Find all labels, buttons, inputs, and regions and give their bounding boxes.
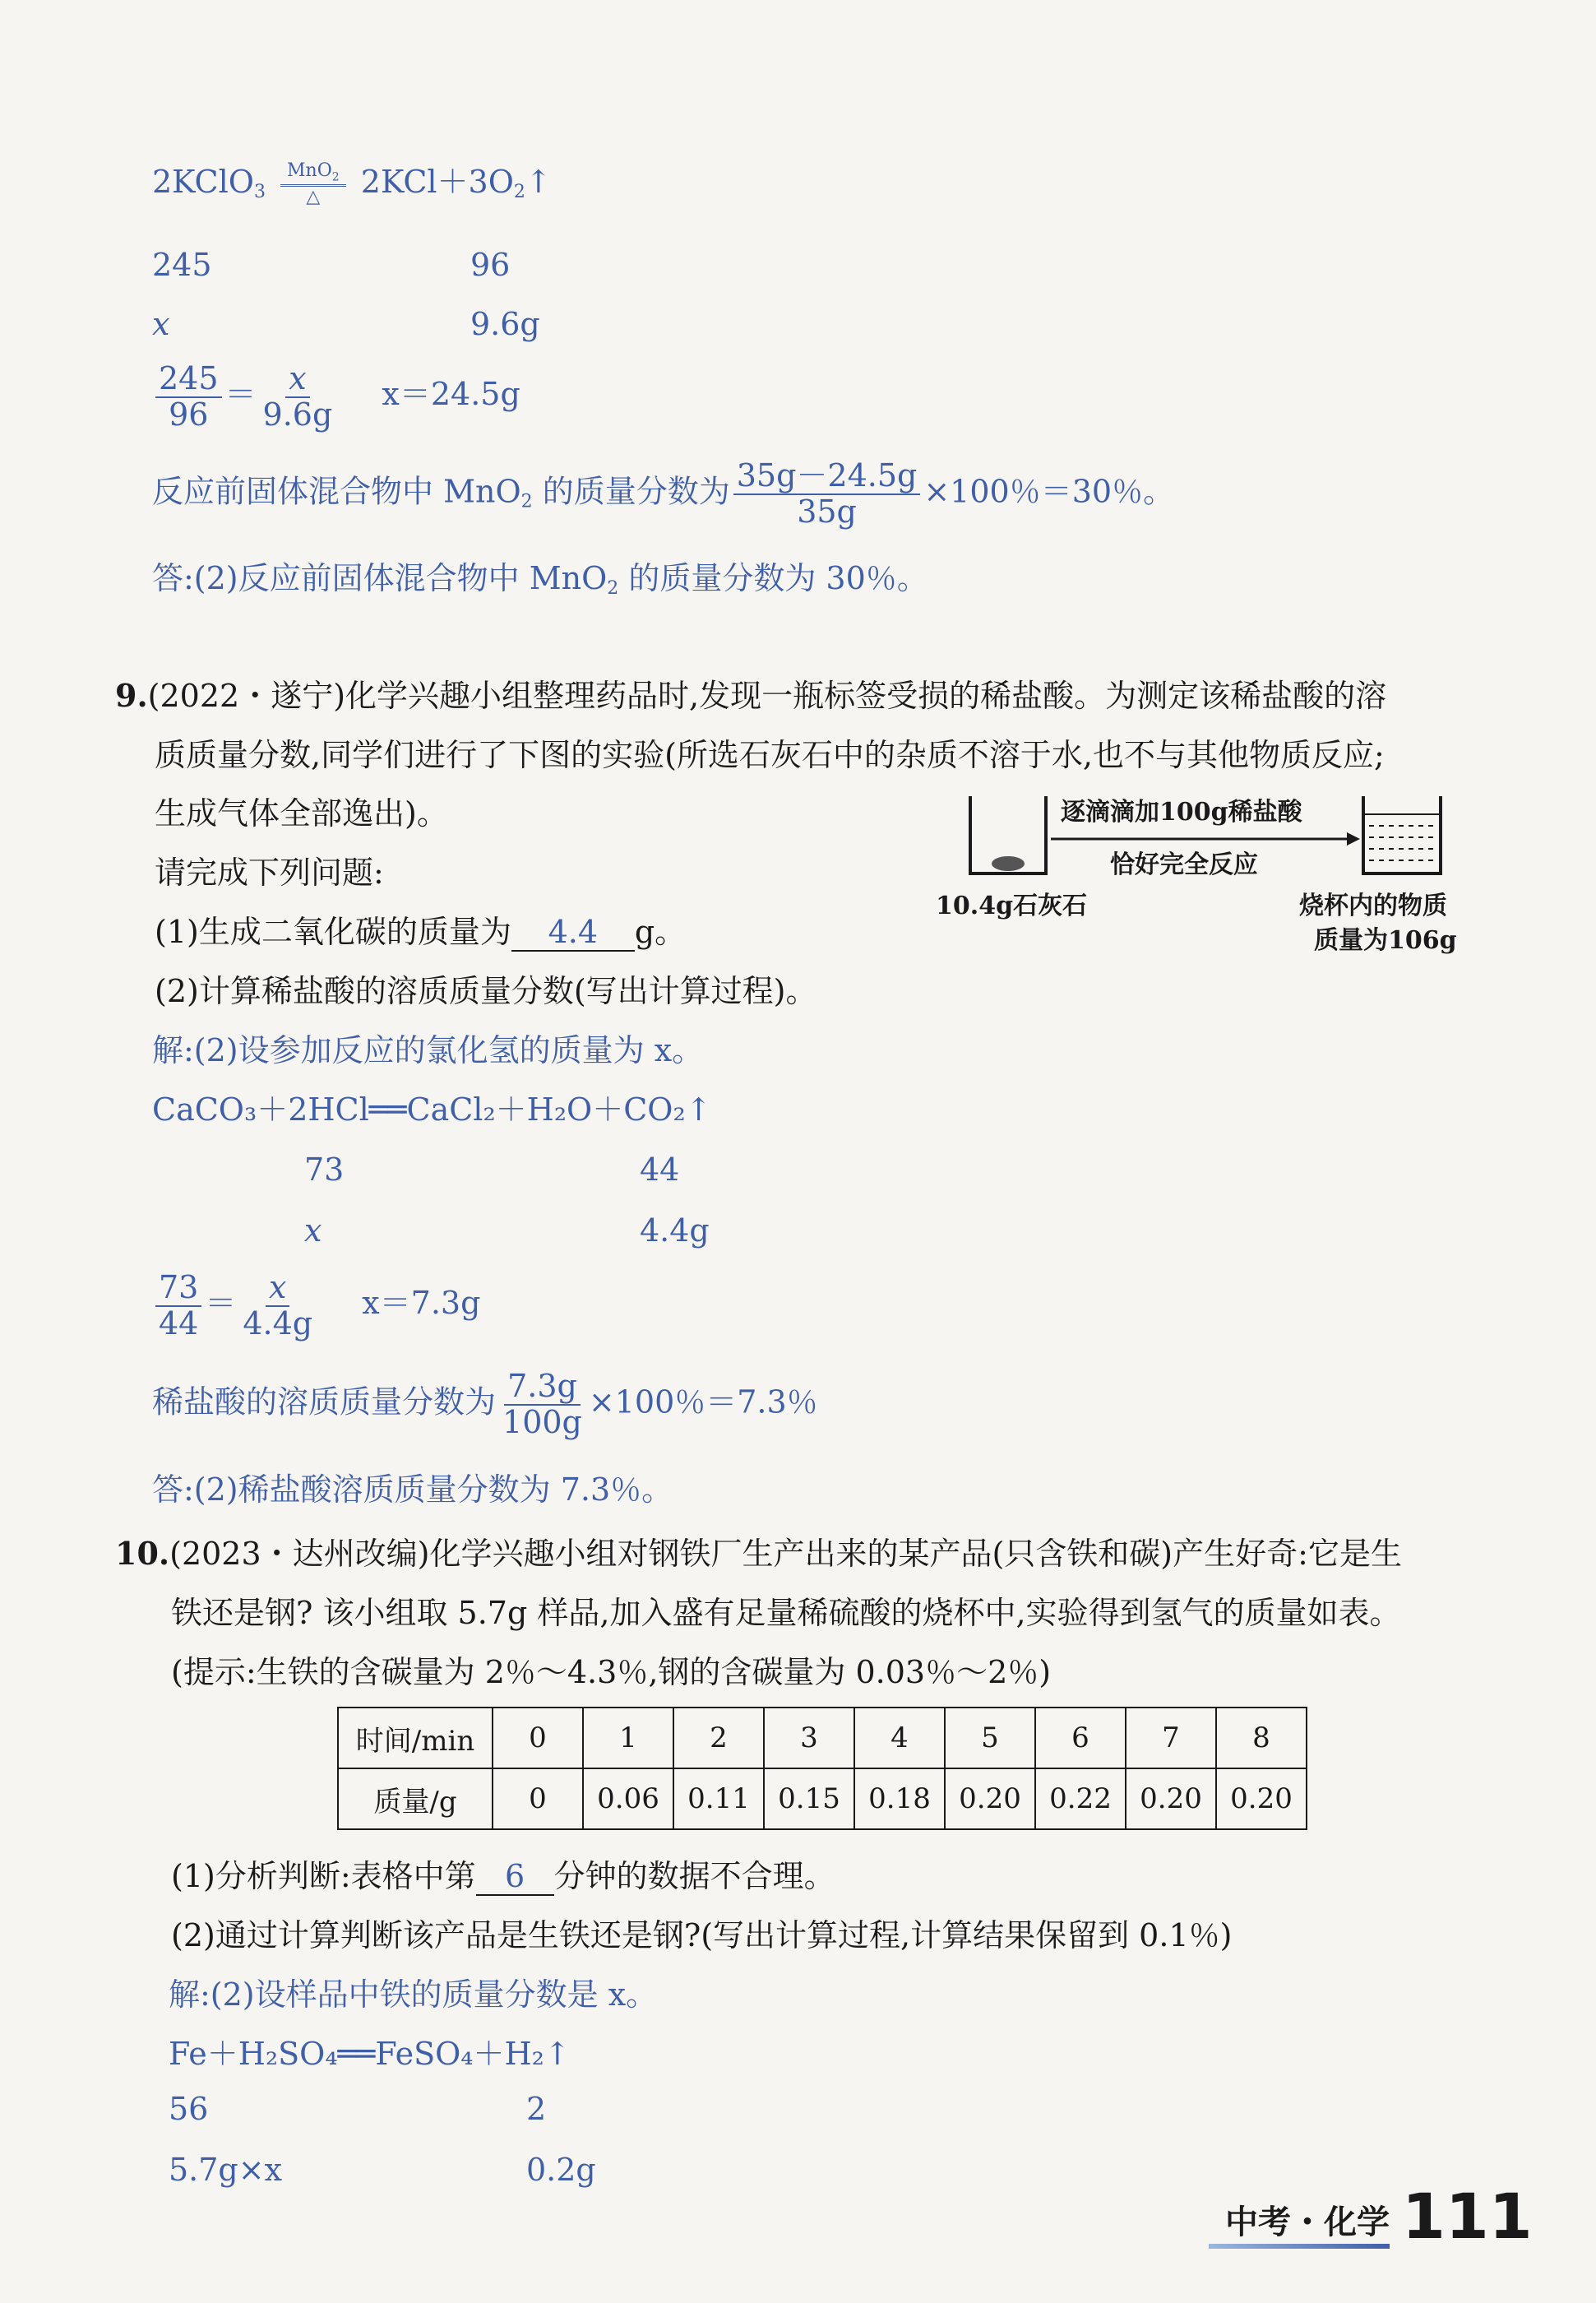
table-cell: 0.20 <box>945 1768 1035 1829</box>
limestone-label: 10.4g石灰石 <box>936 892 1088 920</box>
question-9-line-1: 9.(2022・遂宁)化学兴趣小组整理药品时,发现一瓶标签受损的稀盐酸。为测定该稀盐酸的溶 <box>115 677 1387 714</box>
question-9-line-2: 质质量分数,同学们进行了下图的实验(所选石灰石中的杂质不溶于水,也不与其他物质反应; <box>155 737 1385 773</box>
question-9-sub-1: (1)生成二氧化碳的质量为 4.4 g。 <box>155 914 687 950</box>
fraction-left: $\frac{245}{96}$ <box>155 362 222 433</box>
table-cell: 0.20 <box>1216 1768 1307 1829</box>
ratio-row-2-left: x <box>152 306 170 342</box>
table-cell: 0.18 <box>854 1768 945 1829</box>
footer-label: 中考・化学 <box>1225 2203 1390 2241</box>
ratio-row-1-left: 245 <box>152 247 212 283</box>
table-cell: 1 <box>583 1708 673 1768</box>
arrow-bottom-label: 恰好完全反应 <box>1110 850 1258 879</box>
q10-ratio-row-1-right: 2 <box>526 2091 547 2127</box>
q10-solution-intro: 解:(2)设样品中铁的质量分数是 x。 <box>169 1976 658 2013</box>
fraction-left: $\frac{73}{44}$ <box>155 1271 201 1341</box>
question-10-line-2: 铁还是钢? 该小组取 5.7g 样品,加入盛有足量稀硫酸的烧杯中,实验得到氢气的质量如表。 <box>171 1595 1401 1631</box>
table-cell: 0.22 <box>1035 1768 1126 1829</box>
question-9-line-3: 生成气体全部逸出)。 <box>155 795 448 832</box>
q9-fraction-line: 稀盐酸的溶质质量分数为 $\frac{7.3g}{100g}$ ×100％＝7.3％ <box>152 1368 818 1440</box>
fraction-right: $\frac{x}{4.4g}$ <box>243 1269 313 1341</box>
table-cell: 7 <box>1126 1708 1216 1768</box>
question-10-sub-2: (2)通过计算判断该产品是生铁还是钢?(写出计算过程,计算结果保留到 0.1％) <box>171 1917 1233 1953</box>
q10-ratio-row-2-left: 5.7g×x <box>169 2152 283 2188</box>
q9-answer: 答:(2)稀盐酸溶质质量分数为 7.3％。 <box>152 1471 673 1508</box>
table-cell: 3 <box>764 1708 854 1768</box>
q9-ratio-row-1-right: 44 <box>640 1152 680 1188</box>
liquid-lines-icon <box>1369 826 1437 860</box>
question-10-line-1: 10.(2023・达州改编)化学兴趣小组对钢铁厂生产出来的某产品(只含铁和碳)产生好奇:它是生 <box>115 1535 1402 1572</box>
question-number: 10. <box>115 1535 170 1572</box>
mno2-fraction-line: 反应前固体混合物中 MnO$_2$ 的质量分数为 $\frac{35g-24.5g}{35g}$ ×100％＝30％。 <box>152 457 1175 530</box>
q9-ratio-row-2-left: x <box>304 1212 322 1249</box>
table-cell: 0 <box>493 1768 583 1829</box>
beaker-label-2: 质量为106g <box>1314 926 1457 955</box>
table-cell: 5 <box>945 1708 1035 1768</box>
table-cell: 6 <box>1035 1708 1126 1768</box>
table-cell: 0.15 <box>764 1768 854 1829</box>
q9-proportion: $\frac{73}{44}$ ＝ $\frac{x}{4.4g}$ x＝7.3g <box>152 1271 480 1341</box>
table-row <box>338 1768 1307 1829</box>
answer-blank: 6 <box>476 1858 554 1896</box>
beaker-label-1: 烧杯内的物质 <box>1299 892 1447 920</box>
table-cell: 2 <box>673 1708 764 1768</box>
ratio-row-2-right: 9.6g <box>470 306 540 342</box>
table-header-cell: 质量/g <box>338 1768 493 1829</box>
q9-solution-intro: 解:(2)设参加反应的氯化氢的质量为 x。 <box>152 1032 704 1068</box>
table-cell: 0.06 <box>583 1768 673 1829</box>
answer-part8: 答:(2)反应前固体混合物中 MnO$_2$ 的质量分数为 30％。 <box>152 560 928 599</box>
reaction-condition: MnO$_2$ △ <box>280 160 346 209</box>
q10-ratio-row-2-right: 0.2g <box>526 2152 596 2188</box>
equation-kclo3: 2KClO$_3$ MnO$_2$ △ $2KCl+3O_2↑$ <box>152 160 552 208</box>
q9-ratio-row-2-right: 4.4g <box>640 1212 710 1249</box>
limestone-icon <box>992 856 1025 871</box>
table-cell: 0.11 <box>673 1768 764 1829</box>
experiment-diagram <box>921 781 1497 962</box>
page-number: 111 <box>1402 2180 1533 2253</box>
proportion-kclo3: $\frac{245}{96}$ ＝ $\frac{x}{9.6g}$ x＝24.5g <box>152 362 520 433</box>
question-10-sub-1: (1)分析判断:表格中第 6 分钟的数据不合理。 <box>171 1858 835 1894</box>
mno2-fraction: $\frac{35g-24.5g}{35g}$ <box>733 459 921 530</box>
table-row <box>338 1708 1307 1768</box>
question-10-line-3: (提示:生铁的含碳量为 2％～4.3％,钢的含碳量为 0.03％～2％) <box>171 1654 1052 1690</box>
table-cell: 0.20 <box>1126 1768 1216 1829</box>
q9-equation: CaCO₃＋2HCl══CaCl₂＋H₂O＋CO₂↑ <box>152 1091 712 1128</box>
hcl-fraction: $\frac{7.3g}{100g}$ <box>502 1368 582 1440</box>
arrow-head-icon <box>1347 832 1360 846</box>
question-number: 9. <box>115 677 148 714</box>
hydrogen-mass-table <box>337 1707 1307 1830</box>
fraction-right: $\frac{x}{9.6g}$ <box>262 360 333 433</box>
q9-ratio-row-1-left: 73 <box>304 1152 345 1188</box>
arrow-top-label: 逐滴滴加100g稀盐酸 <box>1061 798 1302 827</box>
question-9-line-4: 请完成下列问题: <box>155 855 384 891</box>
q10-ratio-row-1-left: 56 <box>169 2091 209 2127</box>
q10-equation: Fe＋H₂SO₄══FeSO₄＋H₂↑ <box>169 2036 571 2072</box>
answer-blank: 4.4 <box>511 914 635 952</box>
table-cell: 8 <box>1216 1708 1307 1768</box>
table-cell: 4 <box>854 1708 945 1768</box>
footer-underline <box>1209 2244 1390 2249</box>
right-beaker-icon <box>1363 796 1441 873</box>
table-cell: 0 <box>493 1708 583 1768</box>
table-header-cell: 时间/min <box>338 1708 493 1768</box>
ratio-row-1-right: 96 <box>470 247 511 283</box>
question-9-sub-2: (2)计算稀盐酸的溶质质量分数(写出计算过程)。 <box>155 973 817 1009</box>
